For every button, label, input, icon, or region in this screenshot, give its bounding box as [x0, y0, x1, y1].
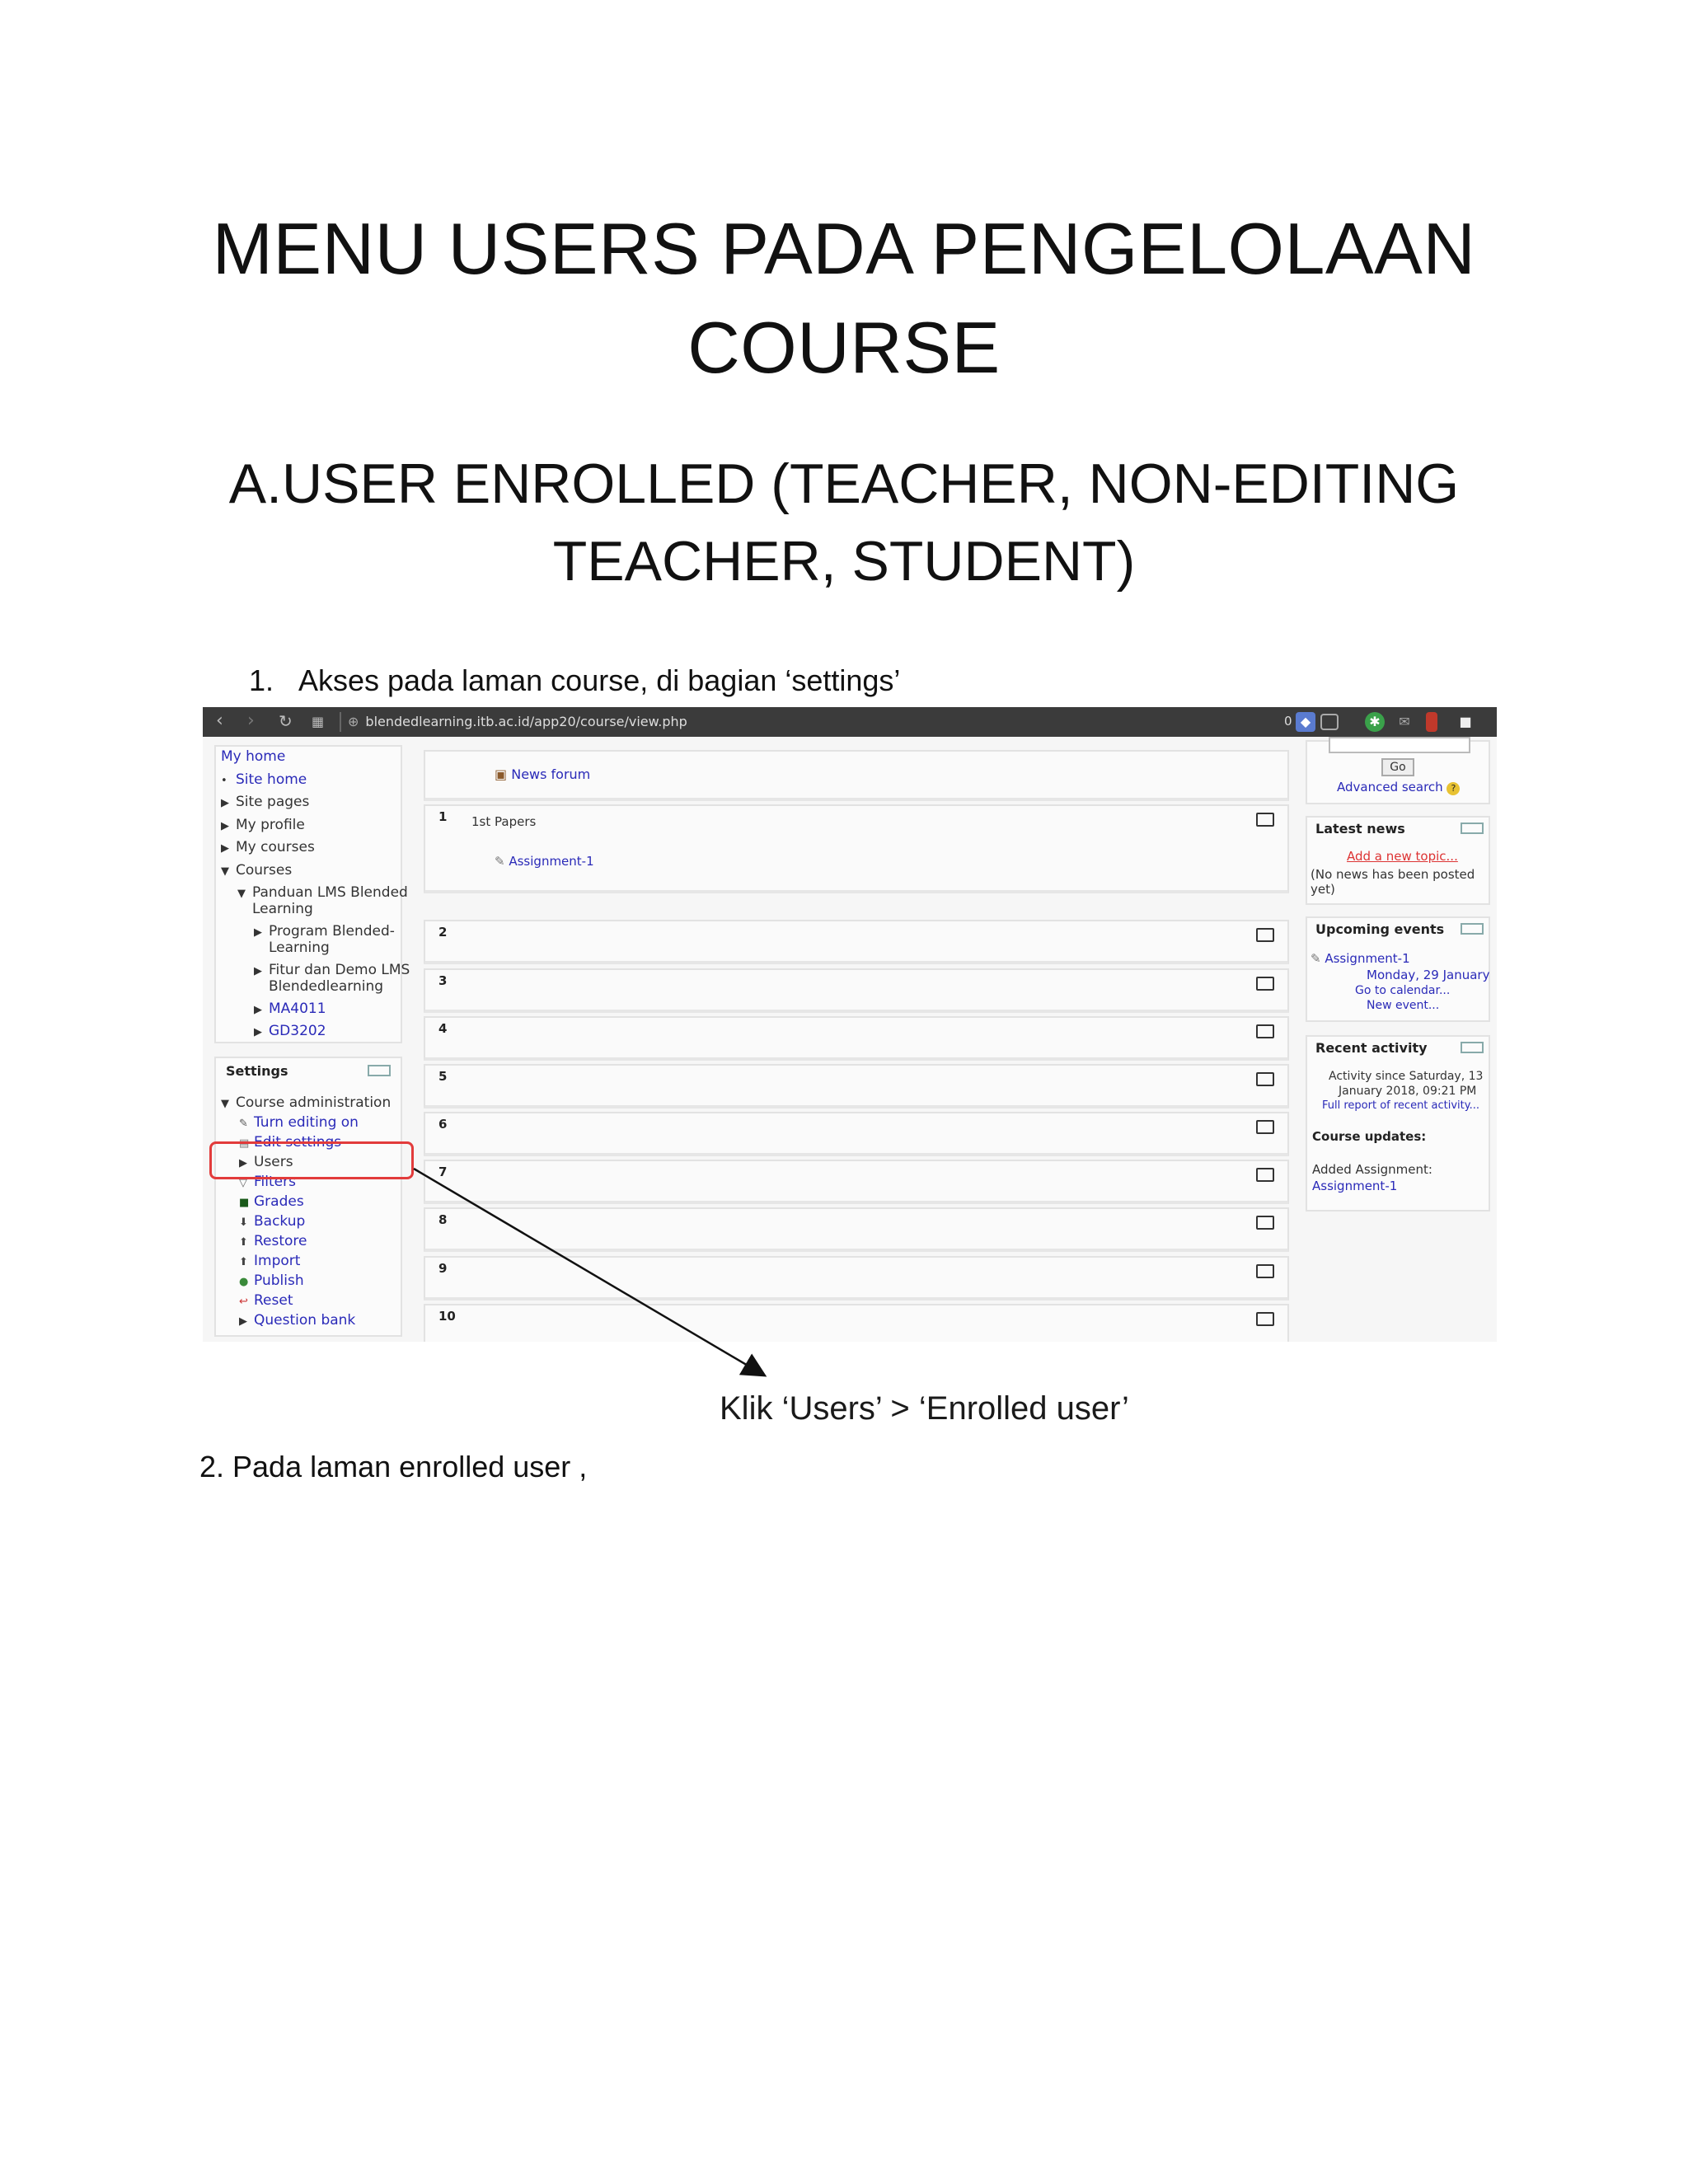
restore-icon: ⬆ — [239, 1236, 248, 1249]
url-text: blendedlearning.itb.ac.id/app20/course/view.php — [365, 714, 687, 729]
settings-import-label: Import — [254, 1253, 301, 1269]
collapse-icon: ▼ — [221, 865, 229, 878]
nav-site-pages-label: Site pages — [236, 794, 310, 810]
nav-panduan-line2: Learning — [252, 901, 313, 917]
backup-icon: ⬇ — [239, 1216, 248, 1229]
latest-news-heading: Latest news — [1315, 821, 1405, 837]
settings-question-bank-label: Question bank — [254, 1312, 356, 1329]
assignment-label: Assignment-1 — [509, 854, 594, 869]
settings-restore-label: Restore — [254, 1233, 307, 1249]
tab-counter: 0 — [1284, 714, 1292, 729]
nav-panduan-label: Panduan LMS Blended — [252, 884, 408, 901]
settings-heading: Settings — [226, 1063, 288, 1079]
expand-icon: ▶ — [254, 965, 262, 977]
nav-gd3202-label: GD3202 — [269, 1023, 326, 1039]
section-number: 3 — [438, 973, 448, 988]
settings-filters-label: Filters — [254, 1174, 296, 1190]
expand-icon: ▶ — [221, 797, 229, 809]
arrow-line — [414, 1169, 763, 1375]
nav-ma4011-label: MA4011 — [269, 1001, 326, 1017]
activity-since-1: Activity since Saturday, 13 — [1329, 1070, 1484, 1083]
go-button[interactable]: Go — [1381, 758, 1414, 776]
settings-edit-settings-label: Edit settings — [254, 1134, 342, 1151]
reset-icon: ↩ — [239, 1296, 248, 1308]
extension-icon[interactable]: ✱ — [1365, 712, 1385, 732]
step-1-text: Akses pada laman course, di bagian ‘settings’ — [298, 663, 901, 697]
course-updates-heading: Course updates: — [1312, 1129, 1427, 1144]
forward-icon[interactable]: › — [247, 710, 255, 731]
import-icon: ⬆ — [239, 1256, 248, 1268]
filter-icon: ▽ — [239, 1177, 247, 1189]
nav-fitur-line2: Blendedlearning — [269, 978, 384, 995]
settings-backup-label: Backup — [254, 1213, 306, 1230]
add-topic-link[interactable]: Add a new topic... — [1347, 849, 1458, 864]
assignment-icon: ✎ — [495, 854, 505, 869]
settings-users-label: Users — [254, 1154, 293, 1170]
course-admin-label: Course administration — [236, 1094, 392, 1111]
globe-icon: ● — [239, 1276, 249, 1288]
added-assignment-text: Added Assignment: — [1312, 1162, 1432, 1177]
mail-icon[interactable]: ✉ — [1399, 714, 1410, 729]
nav-program-line2: Learning — [269, 940, 330, 956]
bullet-icon: • — [221, 775, 227, 787]
section-1-number: 1 — [438, 809, 448, 824]
expand-icon: ▶ — [254, 1004, 262, 1016]
settings-grades-label: Grades — [254, 1193, 304, 1210]
assignment-icon: ✎ — [1311, 951, 1321, 966]
section-number: 7 — [438, 1165, 448, 1179]
recent-activity-heading: Recent activity — [1315, 1040, 1428, 1056]
settings-reset-label: Reset — [254, 1292, 293, 1309]
section-number: 9 — [438, 1261, 448, 1276]
activity-since-2: January 2018, 09:21 PM — [1339, 1085, 1477, 1098]
nav-program-label: Program Blended- — [269, 923, 395, 940]
advanced-search-label: Advanced search — [1337, 780, 1443, 794]
step-1-number: 1. — [249, 663, 274, 697]
upcoming-events-heading: Upcoming events — [1315, 921, 1445, 937]
nav-fitur-label: Fitur dan Demo LMS — [269, 962, 410, 978]
expand-icon: ▶ — [239, 1157, 247, 1169]
section-number: 4 — [438, 1021, 448, 1036]
section-1-title: 1st Papers — [471, 814, 537, 829]
new-event-link[interactable]: New event... — [1367, 999, 1440, 1012]
expand-icon: ▶ — [239, 1315, 247, 1328]
collapse-icon: ▼ — [237, 888, 246, 900]
lock-icon[interactable]: ■ — [1459, 714, 1472, 729]
settings-publish-label: Publish — [254, 1272, 304, 1289]
nav-my-home[interactable]: My home — [221, 748, 286, 765]
section-number: 2 — [438, 925, 448, 940]
forum-icon: ▣ — [495, 766, 508, 782]
nav-my-profile-label: My profile — [236, 817, 305, 833]
added-assignment-link[interactable]: Assignment-1 — [1312, 1179, 1398, 1193]
section-number: 6 — [438, 1117, 448, 1132]
grid-icon[interactable]: ▦ — [312, 714, 325, 729]
step-2: 2. Pada laman enrolled user , — [199, 1450, 588, 1483]
section-number: 8 — [438, 1212, 448, 1227]
pencil-icon: ✎ — [239, 1118, 248, 1130]
collapse-icon: ▼ — [221, 1098, 229, 1110]
nav-my-courses-label: My courses — [236, 839, 315, 855]
expand-icon: ▶ — [254, 1026, 262, 1038]
news-forum-label: News forum — [511, 766, 591, 782]
back-icon[interactable]: ‹ — [216, 710, 223, 731]
no-news-text-2: yet) — [1311, 882, 1335, 897]
help-icon: ? — [1447, 782, 1460, 795]
full-report-link[interactable]: Full report of recent activity... — [1322, 1099, 1479, 1112]
expand-icon: ▶ — [221, 820, 229, 832]
caption: Klik ‘Users’ > ‘Enrolled user’ — [720, 1390, 1129, 1427]
globe-icon: ⊕ — [348, 714, 359, 729]
nav-site-home-label: Site home — [236, 771, 307, 788]
nav-courses-label: Courses — [236, 862, 293, 879]
shield-icon[interactable]: ◆ — [1296, 712, 1315, 732]
reload-icon[interactable]: ↻ — [279, 711, 293, 731]
section-number: 10 — [438, 1309, 456, 1324]
settings-icon: ▤ — [239, 1137, 250, 1150]
grades-icon: ■ — [239, 1197, 250, 1209]
section-heading-text: A.USER ENROLLED (TEACHER, NON-EDITING TEACHER, STUDENT) — [228, 452, 1460, 593]
expand-icon: ▶ — [221, 842, 229, 855]
event-assignment-label: Assignment-1 — [1325, 951, 1410, 966]
event-date[interactable]: Monday, 29 January — [1367, 968, 1490, 982]
go-calendar-link[interactable]: Go to calendar... — [1355, 984, 1451, 997]
settings-turn-editing-label: Turn editing on — [254, 1114, 359, 1131]
page-title-text: MENU USERS PADA PENGELOLAAN COURSE — [212, 208, 1476, 388]
no-news-text-1: (No news has been posted — [1311, 867, 1475, 882]
expand-icon: ▶ — [254, 926, 262, 939]
section-number: 5 — [438, 1069, 448, 1084]
